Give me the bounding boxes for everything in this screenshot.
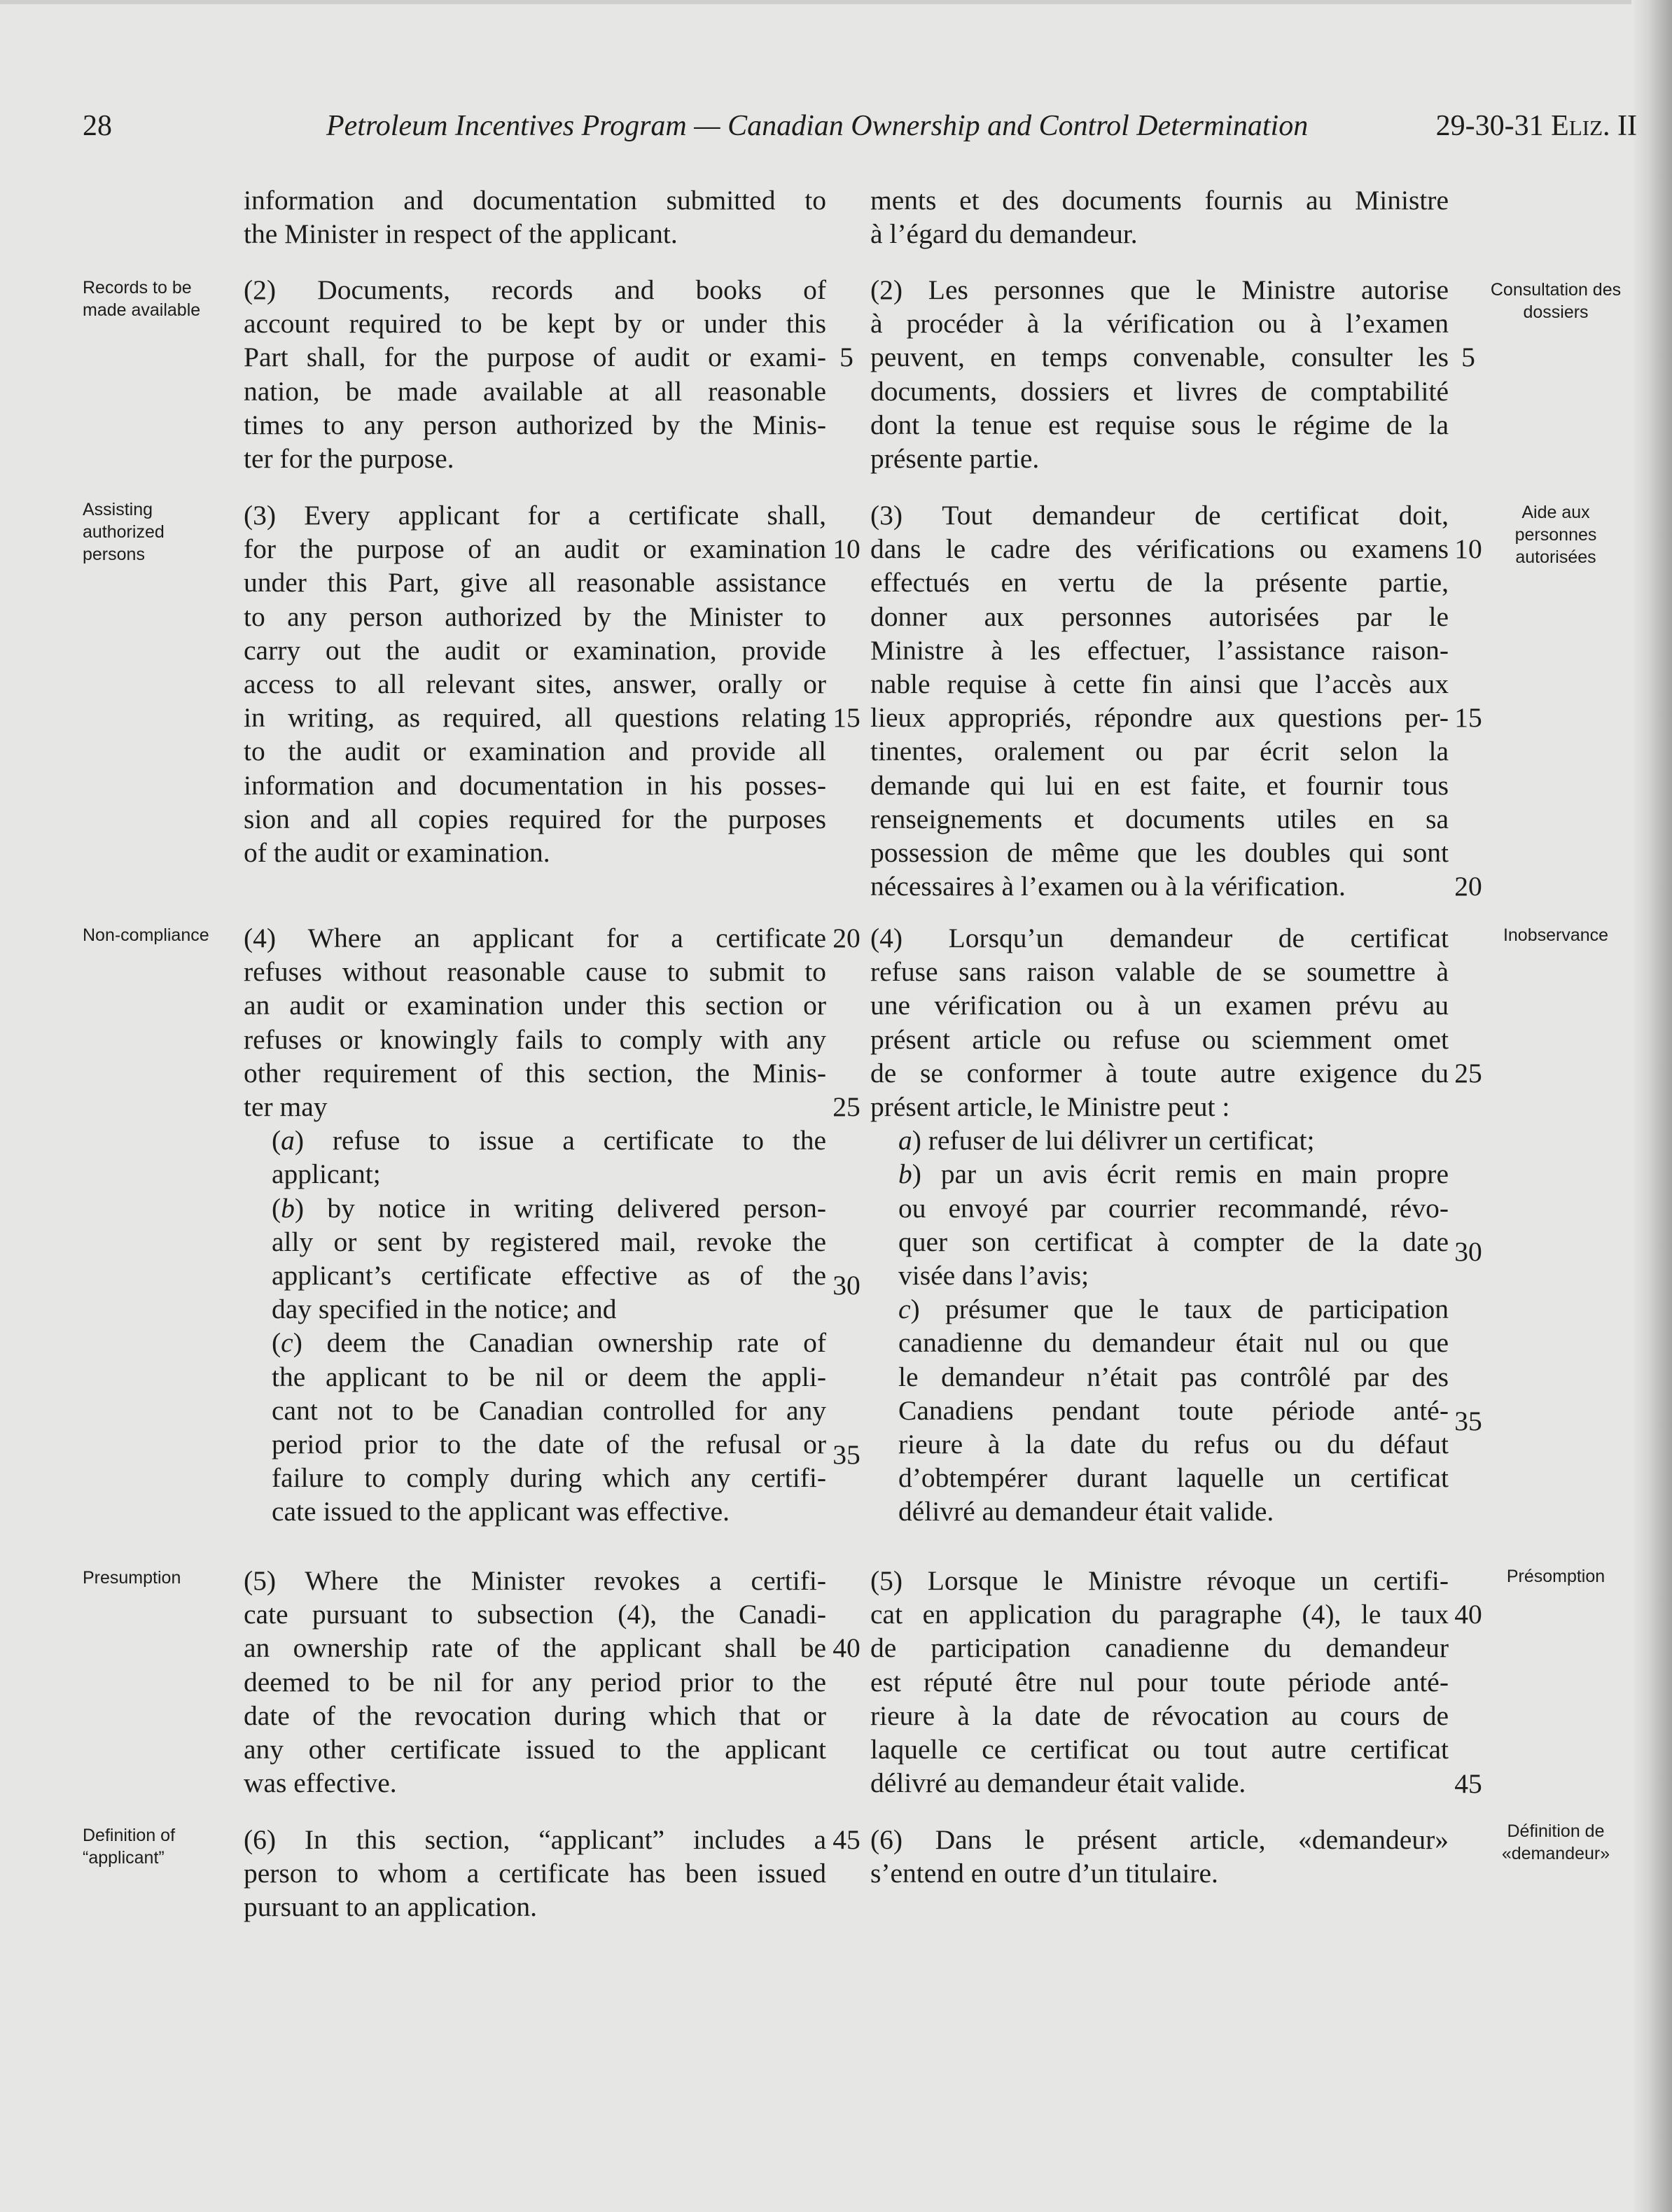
english-subsection-4: (4) Where an applicant for a certificate refuses without reasonable cause to submit to an audit or examination under this section or refuses or knowingly fails to comply with any other requirement of this section, the Minis- ter may (a) refuse to issue a certificate to the applicant; (b) by notice in writing delivered person- ally or sent by registered mail, revoke the applicant’s certificate effective as of the day specified in the notice; and (c) deem the Canadian ownership rate of the applicant to be nil or deem the appli- cant not to be Canadian controlled for any period prior to the date of the refusal or failure to comply during which any certifi- cate issued to the applicant was effective. xyxy=(244,921,826,1529)
french-continuation: ments et des documents fournis au Ministre à l’égard du demandeur. xyxy=(870,185,1449,250)
page-number: 28 xyxy=(83,110,112,142)
margin-note-inobservance: Inobservance xyxy=(1503,925,1609,945)
line-number: 25 xyxy=(1454,1058,1482,1088)
regnal-year: 29-30-31 ELIZ. II xyxy=(1435,110,1637,142)
english-paragraph-b: (b) by notice in writing delivered person- ally or sent by registered mail, revoke the applicant’s certificate effective as of the day specified in the notice; and xyxy=(272,1192,826,1325)
french-paragraph-a: a) refuser de lui délivrer un certificat; xyxy=(898,1125,1315,1156)
line-number: 45 xyxy=(832,1824,861,1855)
french-subsection-4: (4) Lorsqu’un demandeur de certificat refuse sans raison valable de se soumettre à une vérification ou à un examen prévu au présent article ou refuse ou sciemment omet de se conformer à toute autre exigence du présent article, le Ministre peut : a) refuser de lui délivrer un certificat; b) par un avis écrit remis en main propre ou envoyé par courrier recommandé, révo- quer son certificat à compter de la date visée dans l’avis; c) présumer que le taux de participation canadienne du demandeur était nul ou que le demandeur n’était pas contrôlé par des Canadiens pendant toute période anté- rieure à la date du refus ou du défaut d’obtempérer durant laquelle un certificat délivré au demandeur était valide. xyxy=(870,921,1449,1529)
line-number: 20 xyxy=(1454,871,1482,902)
french-subsection-3: (3) Tout demandeur de certificat doit, dans le cadre des vérifications ou examens effectués en vertu de la présente partie, donner aux personnes autorisées par le Ministre à les effectuer, l’assistance raison- nable requise à cette fin ainsi que l’accès aux lieux appropriés, répondre aux questions per- tinentes, oralement ou par écrit selon la demande qui lui en est faite, et fournir tous renseignements et documents utiles en sa possession de même que les doubles qui sont nécessaires à l’examen ou à la vérification. xyxy=(870,500,1449,902)
margin-note-presomption: Présomption xyxy=(1506,1567,1605,1586)
scan-edge xyxy=(0,0,1672,4)
line-number: 40 xyxy=(1454,1599,1482,1630)
line-number: 35 xyxy=(832,1439,861,1470)
margin-note-definition-fr: Définition de «demandeur» xyxy=(1501,1821,1610,1863)
french-paragraph-c: c) présumer que le taux de participation canadienne du demandeur était nul ou que le demandeur n’était pas contrôlé par des Canadiens pendant toute période anté- rieure à la date du refus ou du défaut d’obtempérer durant laquelle un certificat délivré au demandeur était valide. xyxy=(898,1294,1449,1527)
margin-note-records: Records to be made available xyxy=(83,278,201,320)
page-header xyxy=(83,105,1637,147)
line-number: 20 xyxy=(832,923,861,953)
line-number: 45 xyxy=(1454,1768,1482,1799)
margin-note-aide: Aide aux personnes autorisées xyxy=(1514,503,1597,567)
english-subsection-2: (2) Documents, records and books of account required to be kept by or under this Part shall, for the purpose of audit or exami- nation, be made available at all reasonable times to any person authorized by the Minis- ter for the purpose. xyxy=(244,274,826,475)
english-subsection-3: (3) Every applicant for a certificate shall, for the purpose of an audit or examination under this Part, give all reasonable assistance to any person authorized by the Minister to carry out the audit or examination, provide access to all relevant sites, answer, orally or in writing, as required, all questions relating to the audit or examination and provide all information and documentation in his posses- sion and all copies required for the purposes of the audit or examination. xyxy=(244,500,826,869)
english-subsection-5: (5) Where the Minister revokes a certifi- cate pursuant to subsection (4), the Canadi- an ownership rate of the applicant shall be deemed to be nil for any period prior to the date of the revocation during which that or any other certificate issued to the applicant was effective. xyxy=(244,1565,826,1799)
french-paragraph-b: b) par un avis écrit remis en main propre ou envoyé par courrier recommandé, révo- quer son certificat à compter de la date visée dans l’avis; xyxy=(898,1158,1449,1292)
line-number: 35 xyxy=(1454,1406,1482,1436)
margin-note-presumption: Presumption xyxy=(83,1568,181,1588)
line-number: 10 xyxy=(1454,533,1482,564)
english-paragraph-c: (c) deem the Canadian ownership rate of the applicant to be nil or deem the appli- cant not to be Canadian controlled for any period prior to the date of the refusal or failure to comply during which any certifi- cate issued to the applicant was effective. xyxy=(272,1327,827,1527)
margin-note-non-compliance: Non-compliance xyxy=(83,925,209,945)
english-continuation: information and documentation submitted to the Minister in respect of the applicant. xyxy=(244,185,826,250)
line-number: 30 xyxy=(832,1270,861,1301)
margin-note-consultation: Consultation des dossiers xyxy=(1490,280,1622,322)
french-subsection-5: (5) Lorsque le Ministre révoque un certifi- cat en application du paragraphe (4), le taux de participation canadienne du demandeur est réputé être nul pour toute période anté- rieure à la date de révocation au cours de laquelle ce certificat ou tout autre certificat délivré au demandeur était valide. xyxy=(870,1565,1449,1799)
french-subsection-6: (6) Dans le présent article, «demandeur» s’entend en outre d’un titulaire. xyxy=(870,1824,1449,1889)
line-number: 5 xyxy=(840,342,854,372)
english-paragraph-a: (a) refuse to issue a certificate to the applicant; xyxy=(272,1125,826,1190)
line-number: 15 xyxy=(1454,702,1482,733)
margin-note-definition: Definition of “applicant” xyxy=(83,1826,176,1868)
line-number: 40 xyxy=(832,1632,861,1663)
running-title: Petroleum Incentives Program — Canadian Ownership and Control Determination xyxy=(326,110,1309,142)
line-number: 30 xyxy=(1454,1236,1482,1267)
french-subsection-2: (2) Les personnes que le Ministre autorise à procéder à la vérification ou à l’examen peuvent, en temps convenable, consulter les documents, dossiers et livres de comptabilité dont la tenue est requise sous le régime de la présente partie. xyxy=(870,274,1449,475)
line-number: 5 xyxy=(1461,342,1475,372)
line-number: 25 xyxy=(832,1091,861,1122)
margin-note-assisting: Assisting authorized persons xyxy=(83,500,165,564)
english-subsection-6: (6) In this section, “applicant” includes a person to whom a certificate has been issued pursuant to an application. xyxy=(244,1824,826,1923)
line-number: 10 xyxy=(832,533,861,564)
binding-shadow xyxy=(1631,0,1672,2212)
line-number: 15 xyxy=(832,702,861,733)
